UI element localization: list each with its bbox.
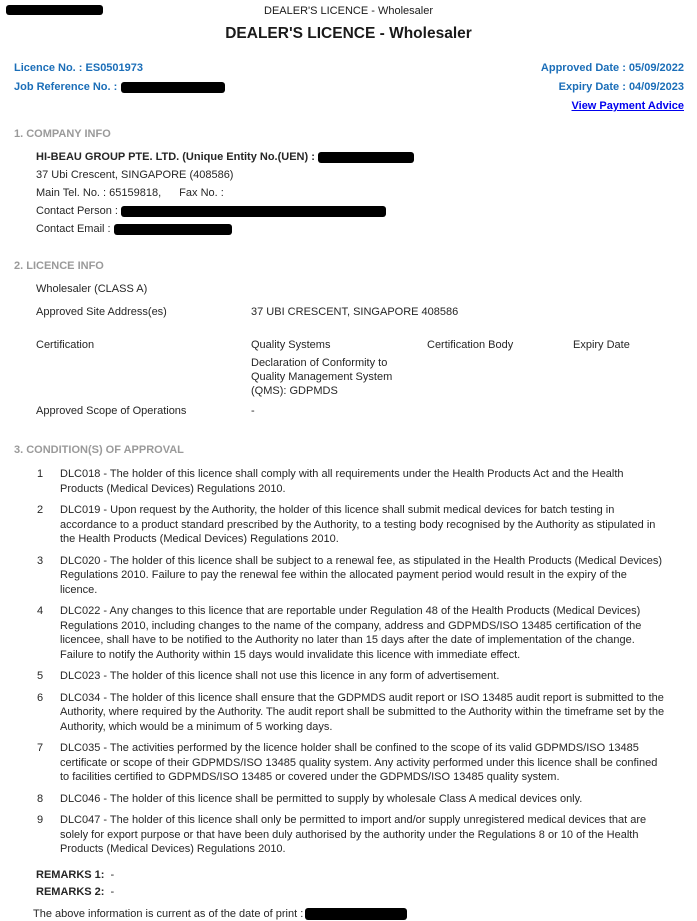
company-info-block xyxy=(36,150,697,237)
certification-table xyxy=(36,338,697,398)
company-name-uen-label: HI-BEAU GROUP PTE. LTD. (Unique Entity No.(UEN) : xyxy=(36,151,315,163)
redaction-bar-uen xyxy=(318,152,414,163)
approved-site-label: Approved Site Address(es) xyxy=(36,306,167,318)
remarks-2-line xyxy=(36,885,697,899)
condition-item xyxy=(37,503,697,547)
document-header xyxy=(0,0,697,16)
condition-item xyxy=(37,554,697,598)
condition-item xyxy=(37,467,697,496)
licence-class: Wholesaler (CLASS A) xyxy=(36,283,148,295)
condition-text: DLC018 - The holder of this licence shall comply with all requirements under the Health Products Act and the Health Products (Medical Devices) Regulations 2010. xyxy=(60,468,624,495)
condition-item xyxy=(37,813,697,857)
job-reference-line xyxy=(14,80,225,94)
company-address: 37 Ubi Crescent, SINGAPORE (408586) xyxy=(36,169,234,181)
condition-number: 8 xyxy=(37,792,44,805)
expiry-date: Expiry Date : 04/09/2023 xyxy=(558,81,684,93)
condition-number: 9 xyxy=(37,814,44,826)
contact-email-line xyxy=(36,222,697,237)
condition-item xyxy=(37,669,697,684)
approved-date: Approved Date : 05/09/2022 xyxy=(540,62,684,74)
condition-text: DLC035 - The activities performed by the licence holder shall be confined to the scope of its valid GDPMDS/ISO 13485 certificate or scope of their GDPMDS/ISO 13485 quality system. Any activity performed under this licence shall be confined to facilities certified to GDPMDS/ISO 13485 or covered under the GDPMDS/ISO 13485 quality system. xyxy=(60,742,658,783)
contact-person-label: Contact Person : xyxy=(36,205,118,217)
quality-system-value: Declaration of Conformity to Quality Management System (QMS): GDPMDS xyxy=(251,357,393,397)
condition-number: 4 xyxy=(37,605,44,617)
approved-site-value: 37 UBI CRESCENT, SINGAPORE 408586 xyxy=(251,306,459,318)
condition-text: DLC019 - Upon request by the Authority, the holder of this licence shall submit medical devices for batch testing in accordance to a product standard prescribed by the Authority, to a testing body recognised by the Authority as stipulated in the Health Products (Medical Devices) Regulations 2010. xyxy=(60,504,656,545)
cert-header-certification: Certification xyxy=(36,339,95,351)
conditions-list xyxy=(0,467,697,857)
condition-item xyxy=(37,792,697,807)
remarks-1-value: - xyxy=(110,868,115,881)
remarks-block xyxy=(36,868,697,899)
licence-info-block xyxy=(36,282,697,320)
condition-text: DLC047 - The holder of this licence shall only be permitted to import and/or supply unregistered medical devices that are solely for export purpose or that have been duly authorised by the authority under the Regulations 8 or 10 of the Health Products (Medical Devices) Regulations 2010. xyxy=(60,814,647,855)
condition-item xyxy=(37,741,697,785)
remarks-2-value: - xyxy=(110,885,115,898)
condition-item xyxy=(37,691,697,735)
cert-header-quality-systems: Quality Systems xyxy=(251,339,331,351)
main-tel-value: 65159818, xyxy=(109,187,162,199)
condition-number: 7 xyxy=(37,742,44,754)
licence-number: Licence No. : ES0501973 xyxy=(14,62,144,74)
view-payment-advice-link[interactable]: View Payment Advice xyxy=(571,100,684,112)
contact-person-line xyxy=(36,204,697,219)
page-title: DEALER'S LICENCE - Wholesaler xyxy=(225,25,472,42)
header-small-title: DEALER'S LICENCE - Wholesaler xyxy=(264,5,433,17)
redaction-bar-contact-person xyxy=(121,206,386,217)
main-tel-label: Main Tel. No. : xyxy=(36,187,107,199)
condition-number: 1 xyxy=(37,468,44,480)
job-reference-label: Job Reference No. : xyxy=(14,81,118,93)
condition-text: DLC020 - The holder of this licence shall be subject to a renewal fee, as stipulated in the Health Products (Medical Devices) Regulations 2010. Failure to pay the renewal fee within the allocated payment period would result in the expiry of the licence. xyxy=(60,554,663,596)
cert-header-certification-body: Certification Body xyxy=(427,339,514,351)
licence-meta-row xyxy=(14,61,684,113)
condition-number: 3 xyxy=(37,554,44,567)
redaction-bar-contact-email xyxy=(114,224,232,235)
fax-label: Fax No. : xyxy=(179,187,224,199)
approved-scope-value: - xyxy=(251,405,255,417)
redaction-bar-date-of-print xyxy=(305,908,407,920)
approved-scope-row xyxy=(36,404,697,419)
remarks-1-line xyxy=(36,868,697,882)
condition-number: 6 xyxy=(37,691,44,704)
redaction-bar-header xyxy=(6,5,103,15)
cert-header-expiry-date: Expiry Date xyxy=(573,339,630,351)
condition-text: DLC046 - The holder of this licence shall be permitted to supply by wholesale Class A medical devices only. xyxy=(60,792,583,805)
licence-meta-right xyxy=(541,61,684,113)
redaction-bar-job-reference xyxy=(121,82,225,93)
condition-number: 2 xyxy=(37,504,44,516)
licence-meta-left xyxy=(14,61,225,113)
approved-site-row xyxy=(36,305,697,320)
company-tel-fax-line xyxy=(36,186,697,201)
date-of-print-line xyxy=(33,907,697,921)
date-of-print-label: The above information is current as of the date of print : xyxy=(33,907,304,920)
section-heading-licence-info: 2. LICENCE INFO xyxy=(14,260,104,272)
section-heading-company-info: 1. COMPANY INFO xyxy=(14,128,111,140)
section-heading-conditions: 3. CONDITION(S) OF APPROVAL xyxy=(14,444,184,456)
contact-email-label: Contact Email : xyxy=(36,223,111,235)
condition-number: 5 xyxy=(37,670,44,682)
condition-text: DLC022 - Any changes to this licence that are reportable under Regulation 48 of the Health Products (Medical Devices) Regulations 2010, including changes to the name of the company, address and GDPMDS/ISO 13485 certification of the licencee, shall have to be notified to the Authority no later than 15 days after the date of implementation of the change. Failure to notify the Authority within 15 days would invalidate this licence with immediate effect. xyxy=(60,605,642,661)
condition-item xyxy=(37,604,697,662)
company-name-line xyxy=(36,150,697,165)
condition-text: DLC023 - The holder of this licence shall not use this licence in any form of advertisement. xyxy=(60,670,500,682)
remarks-1-label: REMARKS 1: xyxy=(36,868,105,881)
remarks-2-label: REMARKS 2: xyxy=(36,885,105,898)
condition-text: DLC034 - The holder of this licence shall ensure that the GDPMDS audit report or ISO 13485 audit report is submitted to the Authority, where required by the Authority. The audit report shall be submitted to the Authority within the timeframe set by the Authority, which would be a minimum of 5 working days. xyxy=(60,691,665,733)
approved-scope-label: Approved Scope of Operations xyxy=(36,405,187,417)
